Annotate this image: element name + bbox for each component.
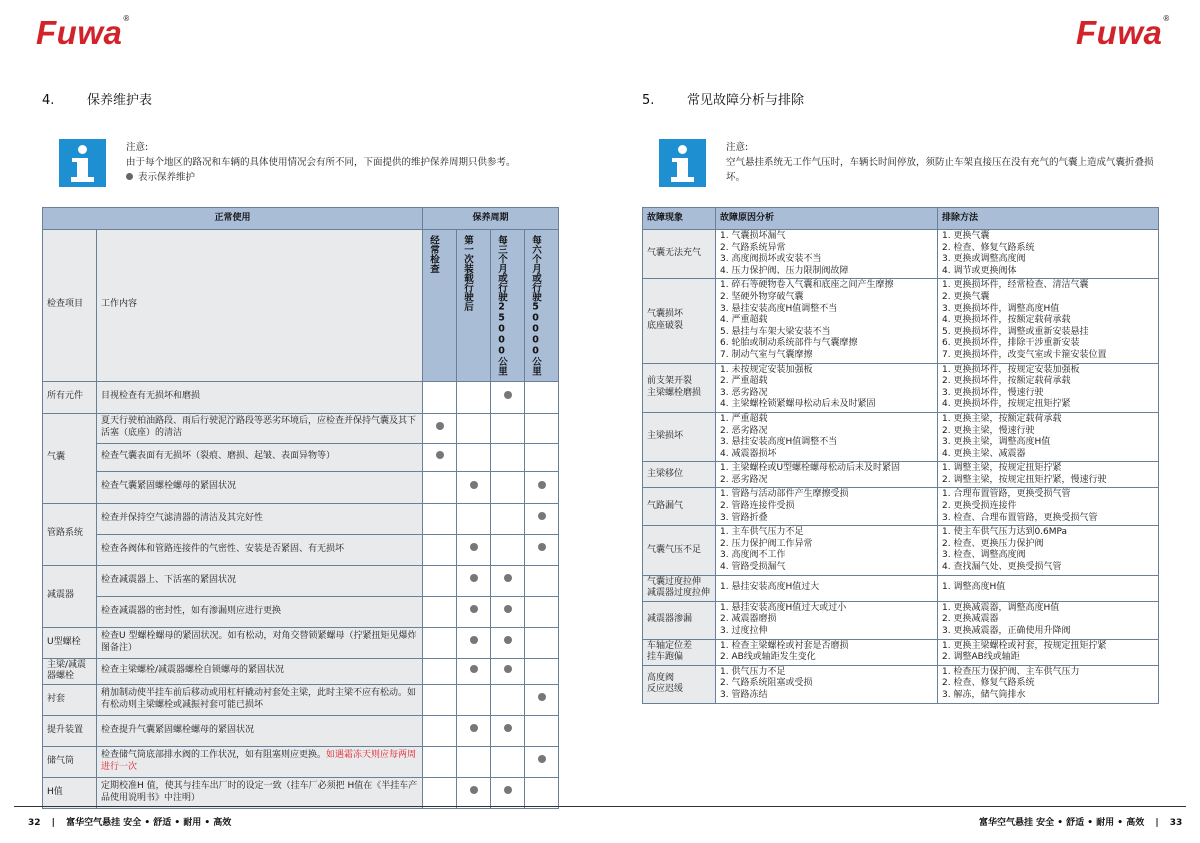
- period-mark-cell: [423, 715, 457, 746]
- period-mark-cell: [491, 596, 525, 627]
- check-item-cell: H值: [43, 777, 97, 808]
- table-row: [43, 471, 559, 503]
- col-work-content: 工作内容: [97, 230, 423, 382]
- work-content-cell: [97, 684, 423, 715]
- table-row: [43, 443, 559, 471]
- fault-phenomenon-cell: 气囊气压不足: [643, 526, 716, 575]
- col-period-3-months: 每三个月或行驶25000公里: [491, 230, 525, 382]
- period-mark-cell: [457, 684, 491, 715]
- table-row: [643, 665, 1159, 703]
- fault-solution-cell: 1. 使主车供气压力达到0.6MPa 2. 检查、更换压力保护阀 3. 检查、调整高度阀 4. 查找漏气处、更换受损气管: [938, 526, 1159, 575]
- note-title: 注意:: [126, 142, 149, 153]
- maintenance-dot-icon: [470, 481, 478, 489]
- period-mark-cell: [491, 534, 525, 565]
- period-mark-cell: [457, 471, 491, 503]
- table-row: [643, 462, 1159, 488]
- period-mark-cell: [491, 715, 525, 746]
- maintenance-dot-icon: [504, 605, 512, 613]
- fault-phenomenon-cell: 高度阀 反应迟缓: [643, 665, 716, 703]
- footer-slogan: 富华空气悬挂 安全 • 舒适 • 耐用 • 高效: [66, 818, 232, 828]
- fuwa-logo: [1076, 14, 1170, 52]
- header-normal-use: 正常使用: [43, 208, 423, 230]
- table-row: [43, 503, 559, 534]
- work-content-text: 检查减震器的密封性，如有渗漏则应进行更换: [101, 605, 282, 616]
- work-content-text: 检查并保持空气滤清器的清洁及其完好性: [101, 512, 264, 523]
- work-content-text: 检查各阀体和管路连接件的气密性、安装是否紧固、有无损坏: [101, 543, 345, 554]
- table-row: [643, 575, 1159, 601]
- maintenance-dot-icon: [538, 755, 546, 763]
- col-period-first-load: 第一次装载行驶后: [457, 230, 491, 382]
- fault-cause-cell: 1. 检查主梁螺栓或衬套是否磨损 2. AB线或轴距发生变化: [716, 639, 938, 665]
- work-content-cell: [97, 596, 423, 627]
- work-content-text: 稍加制动使半挂车前后移动或用杠杆撬动衬套处主梁，此时主梁不应有松动。如有松动则主梁螺栓或减振衬套可能已损坏: [101, 688, 417, 710]
- footer: 富华空气悬挂 安全 • 舒适 • 耐用 • 高效 | 33: [979, 818, 1183, 828]
- table-row: [643, 279, 1159, 363]
- work-content-text: 目视检查有无损坏和磨损: [101, 391, 201, 402]
- maintenance-dot-icon: [538, 543, 546, 551]
- fault-cause-cell: 1. 悬挂安装高度H值过大或过小 2. 减震器磨损 3. 过度拉伸: [716, 601, 938, 639]
- period-mark-cell: [491, 658, 525, 684]
- work-content-cell: [97, 413, 423, 443]
- period-mark-cell: [423, 443, 457, 471]
- maintenance-dot-icon: [504, 636, 512, 644]
- maintenance-dot-icon: [504, 786, 512, 794]
- fault-phenomenon-cell: 主梁移位: [643, 462, 716, 488]
- fault-phenomenon-cell: 气囊过度拉伸 减震器过度拉伸: [643, 575, 716, 601]
- table-row: [43, 658, 559, 684]
- work-content-cell: [97, 503, 423, 534]
- work-content-text: 检查主梁螺栓/减震器螺栓自锁螺母的紧固状况: [101, 665, 285, 676]
- page-number: 32: [28, 818, 41, 828]
- footer-divider: [600, 806, 1186, 807]
- fault-table: [642, 207, 1159, 704]
- maintenance-dot-icon: [470, 543, 478, 551]
- note-title: 注意:: [726, 142, 749, 153]
- table-row: [643, 230, 1159, 279]
- check-item-cell: 提升装置: [43, 715, 97, 746]
- fault-solution-cell: 1. 更换主梁，按额定载荷承载 2. 更换主梁，慢速行驶 3. 更换主梁，调整高度H值 4. 更换主梁、减震器: [938, 412, 1159, 461]
- work-content-cell: [97, 534, 423, 565]
- check-item-cell: 减震器: [43, 565, 97, 627]
- period-mark-cell: [423, 503, 457, 534]
- period-mark-cell: [525, 715, 559, 746]
- right-page: [600, 0, 1200, 843]
- fault-cause-cell: 1. 严重超载 2. 恶劣路况 3. 悬挂安装高度H值调整不当 4. 减震器损坏: [716, 412, 938, 461]
- section-title-text: 保养维护表: [87, 93, 153, 108]
- section-title-text: 常见故障分析与排除: [687, 93, 805, 108]
- fault-phenomenon-cell: 减震器渗漏: [643, 601, 716, 639]
- fault-phenomenon-cell: 前支架开裂 主梁螺栓磨损: [643, 363, 716, 412]
- period-mark-cell: [423, 596, 457, 627]
- fault-note: [726, 140, 1156, 185]
- col-fault-cause: 故障原因分析: [716, 208, 938, 230]
- fault-cause-cell: 1. 供气压力不足 2. 气路系统阻塞或受损 3. 管路冻结: [716, 665, 938, 703]
- period-mark-cell: [423, 777, 457, 808]
- period-mark-cell: [525, 684, 559, 715]
- period-mark-cell: [525, 627, 559, 658]
- fault-cause-cell: 1. 悬挂安装高度H值过大: [716, 575, 938, 601]
- check-item-cell: 主梁/减震器螺栓: [43, 658, 97, 684]
- period-mark-cell: [525, 746, 559, 777]
- period-mark-cell: [525, 565, 559, 596]
- maintenance-dot-icon: [470, 574, 478, 582]
- maintenance-dot-icon: [538, 693, 546, 701]
- work-content-text: 夏天行驶柏油路段、雨后行驶泥泞路段等恶劣环境后，应检查并保持气囊及其下活塞（底座）的清洁: [101, 416, 417, 438]
- table-row: [43, 565, 559, 596]
- maintenance-table-body: [43, 381, 559, 808]
- table-row: [643, 601, 1159, 639]
- period-mark-cell: [423, 381, 457, 413]
- work-content-cell: [97, 381, 423, 413]
- footer-slogan: 富华空气悬挂 安全 • 舒适 • 耐用 • 高效: [979, 818, 1145, 828]
- check-item-cell: 管路系统: [43, 503, 97, 565]
- fault-solution-cell: 1. 更换减震器，调整高度H值 2. 更换减震器 3. 更换减震器，正确使用升降阀: [938, 601, 1159, 639]
- fault-solution-cell: 1. 调整高度H值: [938, 575, 1159, 601]
- table-row: [43, 534, 559, 565]
- period-mark-cell: [491, 471, 525, 503]
- work-content-text: 检查U 型螺栓螺母的紧固状况。如有松动，对角交替锁紧螺母（拧紧扭矩见爆炸图备注）: [101, 630, 417, 653]
- maintenance-dot-icon: [504, 574, 512, 582]
- col-period-frequent: 经常检查: [423, 230, 457, 382]
- period-mark-cell: [491, 684, 525, 715]
- table-row: [43, 627, 559, 658]
- work-content-cell: [97, 565, 423, 596]
- table-row: [43, 777, 559, 808]
- maintenance-dot-icon: [470, 665, 478, 673]
- logo-text: Fuwa: [36, 14, 123, 51]
- table-row: [643, 363, 1159, 412]
- work-content-cell: [97, 471, 423, 503]
- fault-cause-cell: 1. 管路与活动部件产生摩擦受损 2. 管路连接件受损 3. 管路折叠: [716, 488, 938, 526]
- work-content-cell: [97, 443, 423, 471]
- period-mark-cell: [491, 565, 525, 596]
- work-content-text: 检查气囊表面有无损坏（裂痕、磨损、起皱、表面异物等）: [101, 451, 336, 462]
- note-legend: [126, 170, 566, 185]
- table-row: [643, 412, 1159, 461]
- period-mark-cell: [491, 381, 525, 413]
- period-mark-cell: [457, 596, 491, 627]
- period-mark-cell: [423, 565, 457, 596]
- fault-solution-cell: 1. 合理布置管路，更换受损气管 2. 更换受损连接件 3. 检查、合理布置管路，更换受损气管: [938, 488, 1159, 526]
- maintenance-dot-icon: [470, 636, 478, 644]
- work-content-cell: [97, 627, 423, 658]
- col-period-6-months: 每六个月或行驶50000公里: [525, 230, 559, 382]
- table-row: [643, 639, 1159, 665]
- period-mark-cell: [457, 746, 491, 777]
- check-item-cell: U型螺栓: [43, 627, 97, 658]
- fuwa-logo: [36, 14, 130, 52]
- fault-cause-cell: 1. 主车供气压力不足 2. 压力保护阀工作异常 3. 高度阀不工作 4. 管路受损漏气: [716, 526, 938, 575]
- footer: 32 | 富华空气悬挂 安全 • 舒适 • 耐用 • 高效: [28, 818, 232, 828]
- period-mark-cell: [525, 596, 559, 627]
- maintenance-table: [42, 207, 559, 809]
- period-mark-cell: [491, 443, 525, 471]
- table-row: [43, 684, 559, 715]
- fault-solution-cell: 1. 更换损坏件，经常检查、清洁气囊 2. 更换气囊 3. 更换损坏件，调整高度H值 4. 更换损坏件，按额定载荷承载 5. 更换损坏件，调整或重新安装悬挂 6. 更换损坏件，排除干涉重新安装 7. 更换损坏件，改变气室或卡箍安装位置: [938, 279, 1159, 363]
- period-mark-cell: [423, 534, 457, 565]
- col-fault-phenomenon: 故障现象: [643, 208, 716, 230]
- info-icon: [59, 139, 106, 187]
- info-icon: [659, 139, 706, 187]
- period-mark-cell: [525, 443, 559, 471]
- period-mark-cell: [423, 746, 457, 777]
- period-mark-cell: [525, 503, 559, 534]
- check-item-cell: 所有元件: [43, 381, 97, 413]
- period-mark-cell: [423, 471, 457, 503]
- logo-text: Fuwa: [1076, 14, 1163, 51]
- period-mark-cell: [457, 443, 491, 471]
- period-mark-cell: [525, 658, 559, 684]
- check-item-cell: 储气筒: [43, 746, 97, 777]
- check-item-cell: 气囊: [43, 413, 97, 503]
- fault-solution-cell: 1. 调整主梁，按规定扭矩拧紧 2. 调整主梁，按规定扭矩拧紧，慢速行驶: [938, 462, 1159, 488]
- maintenance-dot-icon: [436, 422, 444, 430]
- period-mark-cell: [457, 715, 491, 746]
- period-mark-cell: [457, 503, 491, 534]
- check-item-cell: 衬套: [43, 684, 97, 715]
- work-content-cell: [97, 658, 423, 684]
- section-number: 4.: [42, 93, 55, 108]
- work-content-cell: [97, 777, 423, 808]
- maintenance-dot-icon: [504, 665, 512, 673]
- period-mark-cell: [525, 381, 559, 413]
- col-check-item: 检查项目: [43, 230, 97, 382]
- col-fault-solution: 排除方法: [938, 208, 1159, 230]
- maintenance-dot-icon: [538, 481, 546, 489]
- maintenance-dot-icon: [504, 391, 512, 399]
- registered-mark: ®: [123, 14, 130, 23]
- period-mark-cell: [491, 413, 525, 443]
- work-content-text: 检查减震器上、下活塞的紧固状况: [101, 574, 237, 585]
- period-mark-cell: [491, 746, 525, 777]
- fault-phenomenon-cell: 车轴定位差 挂车跑偏: [643, 639, 716, 665]
- table-row: [643, 488, 1159, 526]
- fault-phenomenon-cell: 气囊无法充气: [643, 230, 716, 279]
- period-mark-cell: [491, 627, 525, 658]
- maintenance-dot-icon: [470, 605, 478, 613]
- period-mark-cell: [457, 627, 491, 658]
- header-maintenance-cycle: 保养周期: [423, 208, 559, 230]
- work-content-cell: [97, 715, 423, 746]
- table-row: [43, 596, 559, 627]
- period-mark-cell: [457, 381, 491, 413]
- fault-solution-cell: 1. 更换气囊 2. 检查、修复气路系统 3. 更换或调整高度阀 4. 调节或更换阀体: [938, 230, 1159, 279]
- period-mark-cell: [491, 503, 525, 534]
- period-mark-cell: [457, 565, 491, 596]
- note-legend-text: 表示保养维护: [138, 172, 196, 183]
- fault-cause-cell: 1. 气囊损坏漏气 2. 气路系统异常 3. 高度阀损坏或安装不当 4. 压力保护阀、压力限制阀故障: [716, 230, 938, 279]
- period-mark-cell: [457, 534, 491, 565]
- period-mark-cell: [423, 658, 457, 684]
- fault-solution-cell: 1. 检查压力保护阀、主车供气压力 2. 检查、修复气路系统 3. 解冻，储气筒排水: [938, 665, 1159, 703]
- fault-solution-cell: 1. 更换损坏件，按规定安装加强板 2. 更换损坏件，按额定载荷承载 3. 更换损坏件，慢速行驶 4. 更换损坏件，按规定扭矩拧紧: [938, 363, 1159, 412]
- period-mark-cell: [525, 471, 559, 503]
- period-mark-cell: [457, 658, 491, 684]
- period-mark-cell: [491, 777, 525, 808]
- maintenance-dot-icon: [504, 724, 512, 732]
- table-row: [643, 526, 1159, 575]
- fault-phenomenon-cell: 气路漏气: [643, 488, 716, 526]
- work-content-warning-text: 如遇霜冻天则应每两周进行一次: [101, 750, 417, 772]
- fault-phenomenon-cell: 主梁损坏: [643, 412, 716, 461]
- work-content-text: 检查提升气囊紧固螺栓螺母的紧固状况: [101, 724, 255, 735]
- footer-divider: [14, 806, 600, 807]
- fault-phenomenon-cell: 气囊损坏 底座破裂: [643, 279, 716, 363]
- period-mark-cell: [423, 684, 457, 715]
- note-text: 由于每个地区的路况和车辆的具体使用情况会有所不同，下面提供的维护保养周期只供参考。: [126, 157, 516, 168]
- maintenance-dot-icon: [436, 451, 444, 459]
- period-mark-cell: [525, 534, 559, 565]
- maintenance-note: [126, 140, 566, 185]
- table-row: [43, 746, 559, 777]
- period-mark-cell: [423, 413, 457, 443]
- period-mark-cell: [525, 413, 559, 443]
- table-row: [43, 715, 559, 746]
- maintenance-dot-icon: [470, 724, 478, 732]
- period-mark-cell: [457, 413, 491, 443]
- work-content-cell: [97, 746, 423, 777]
- maintenance-dot-icon: [470, 786, 478, 794]
- page-number: 33: [1169, 818, 1183, 828]
- maintenance-dot-icon: [538, 512, 546, 520]
- bullet-dot-icon: [126, 173, 133, 180]
- fault-solution-cell: 1. 更换主梁螺栓或衬套，按规定扭矩拧紧 2. 调整AB线或轴距: [938, 639, 1159, 665]
- note-text: 空气悬挂系统无工作气压时，车辆长时间停放，须防止车架直接压在没有充气的气囊上造成气囊折叠损坏。: [726, 157, 1154, 183]
- registered-mark: ®: [1163, 14, 1170, 23]
- fault-cause-cell: 1. 主梁螺栓或U型螺栓螺母松动后未及时紧固 2. 恶劣路况: [716, 462, 938, 488]
- work-content-text: 检查气囊紧固螺栓螺母的紧固状况: [101, 481, 237, 492]
- period-mark-cell: [457, 777, 491, 808]
- period-mark-cell: [423, 627, 457, 658]
- section-number: 5.: [642, 93, 655, 108]
- period-mark-cell: [525, 777, 559, 808]
- table-row: [43, 381, 559, 413]
- work-content-text: 检查储气筒底部排水阀的工作状况，如有阻塞则应更换。: [101, 750, 327, 761]
- section-title: [642, 89, 804, 108]
- fault-table-body: [643, 230, 1159, 704]
- work-content-text: 定期校准H 值，使其与挂车出厂时的设定一致（挂车厂必须把 H值在《半挂车产品使用说明书》中注明）: [101, 781, 418, 803]
- table-row: [43, 413, 559, 443]
- fault-cause-cell: 1. 未按规定安装加强板 2. 严重超载 3. 恶劣路况 4. 主梁螺栓锁紧螺母松动后未及时紧固: [716, 363, 938, 412]
- fault-cause-cell: 1. 碎石等硬物卷入气囊和底座之间产生摩擦 2. 坚硬外物穿破气囊 3. 悬挂安装高度H值调整不当 4. 严重超载 5. 悬挂与车架大梁安装不当 6. 轮胎或制动系统部件与气囊摩擦 7. 制动气室与气囊摩擦: [716, 279, 938, 363]
- section-title: [42, 89, 152, 108]
